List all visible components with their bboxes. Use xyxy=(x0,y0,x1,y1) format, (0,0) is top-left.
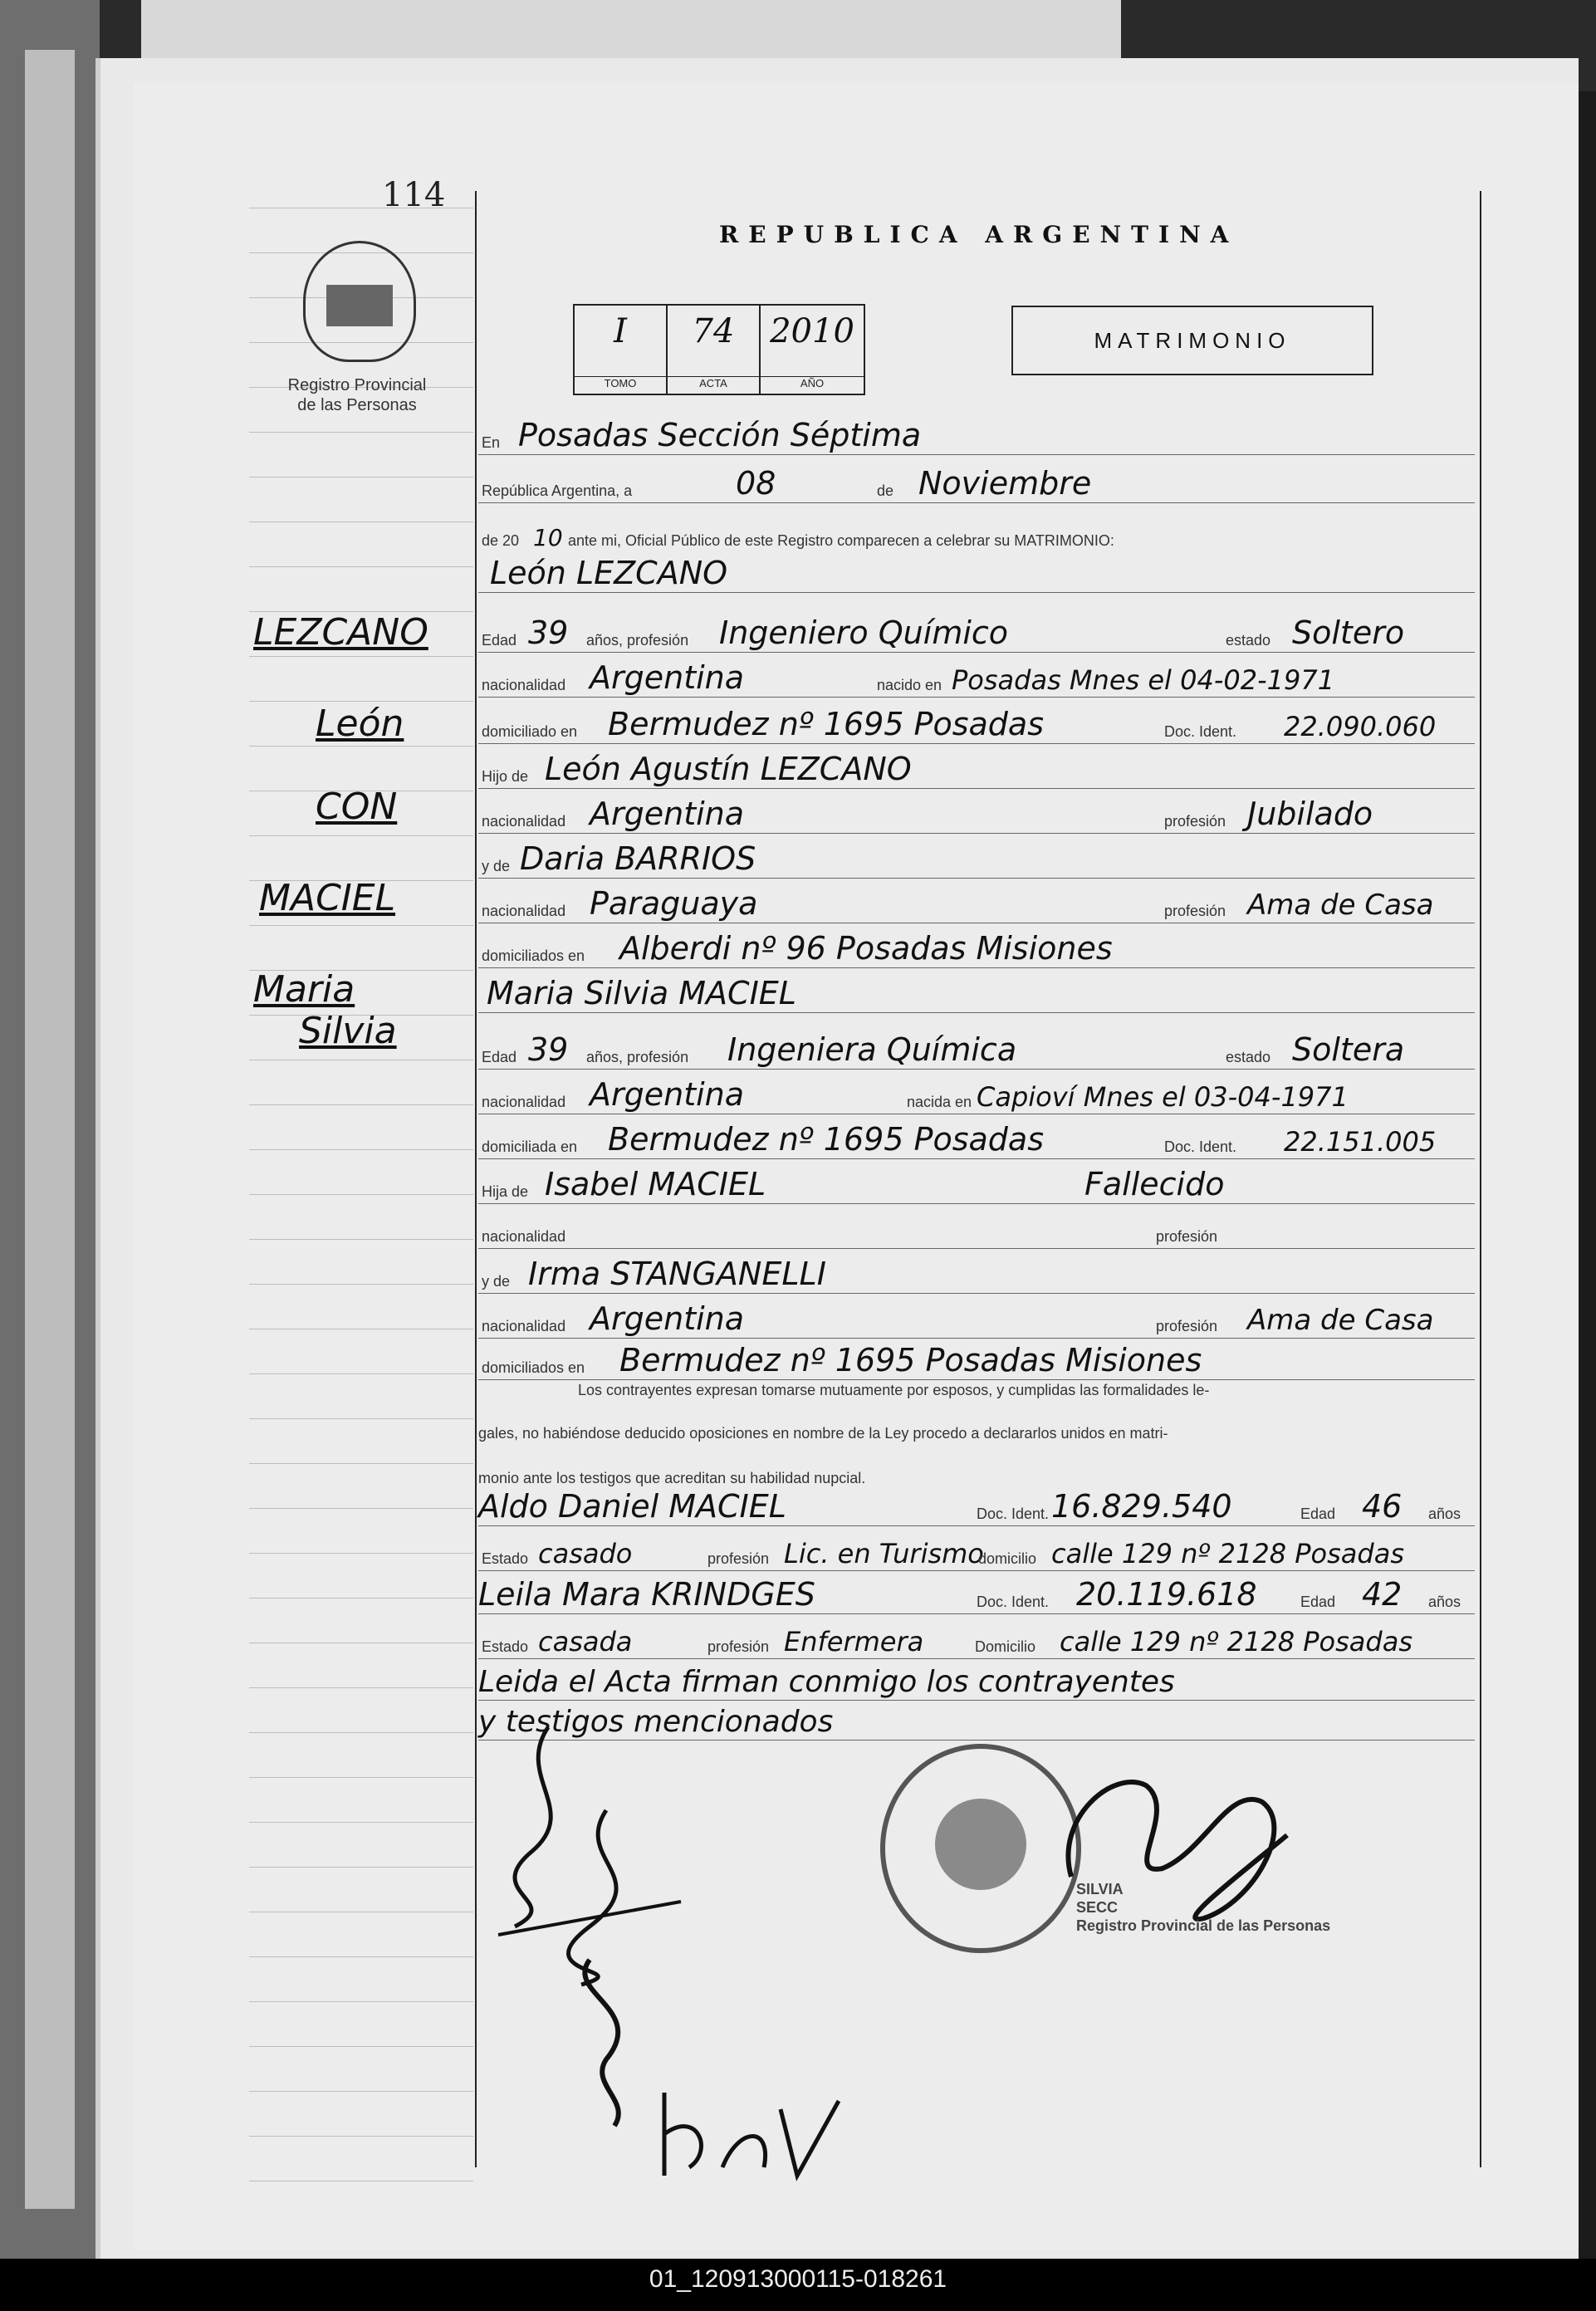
ruled-line xyxy=(249,566,473,567)
acta-value: 74 xyxy=(692,312,735,350)
ruled-line xyxy=(249,656,473,657)
witness-1-line-1: Aldo Daniel MACIEL Doc. Ident. 16.829.540 Edad 46 años xyxy=(478,1485,1475,1531)
ruled-line xyxy=(249,432,473,433)
margin-name-groom: León xyxy=(316,703,404,745)
ano-label: AÑO xyxy=(761,376,864,394)
scan-footer xyxy=(0,2259,1596,2311)
ruled-line xyxy=(249,1284,473,1285)
ruled-line xyxy=(249,1822,473,1823)
country-title: REPUBLICA ARGENTINA xyxy=(719,221,1239,248)
line-groom-address: domiciliado en Bermudez nº 1695 Posadas Doc. Ident. 22.090.060 xyxy=(478,703,1475,749)
book-spine xyxy=(0,0,100,2259)
line-bride-age: Edad 39 años, profesión Ingeniera Química estado Soltera xyxy=(478,1028,1475,1075)
line-bride-father-nationality: nacionalidad Argentina profesión Ama de Casa xyxy=(478,1297,1475,1344)
ruled-line xyxy=(249,2091,473,2092)
previous-leaf xyxy=(141,0,1121,66)
witness-1-line-2: Estado casado profesión Lic. en Turismo domicilio calle 129 nº 2128 Posadas xyxy=(478,1530,1475,1576)
ruled-line xyxy=(249,1373,473,1374)
margin-name-bride-1: Maria xyxy=(253,968,355,1011)
ruled-line xyxy=(249,1418,473,1419)
formula-line-1: Los contrayentes expresan tomarse mutuamente por esposos, y cumplidas las formalidades le- xyxy=(578,1382,1210,1398)
page-number: 114 xyxy=(382,176,446,214)
line-bride-parents-address: domiciliados en Bermudez nº 1695 Posadas Misiones xyxy=(478,1339,1475,1385)
scan-id: 01_120913000115-018261 xyxy=(649,2265,947,2293)
closing-line-1: Leida el Acta firman conmigo los contrayentes xyxy=(478,1659,1475,1706)
acta-label: ACTA xyxy=(668,376,759,394)
witness-2-line-2: Estado casada profesión Enfermera Domicilio calle 129 nº 2128 Posadas xyxy=(478,1618,1475,1664)
ruled-line xyxy=(249,1104,473,1105)
ruled-line xyxy=(249,521,473,522)
document-type-box: MATRIMONIO xyxy=(1011,306,1373,375)
line-bride-father: y de Irma STANGANELLI xyxy=(478,1252,1475,1299)
ruled-line xyxy=(249,1553,473,1554)
margin-surname-bride: MACIEL xyxy=(259,877,396,919)
line-year: de 20 10 ante mi, Oficial Público de este Registro comparecen a celebrar su MATRIMONIO: xyxy=(482,524,1114,551)
margin-name-bride-2: Silvia xyxy=(299,1010,397,1052)
line-groom-nationality: nacionalidad Argentina nacido en Posadas Mnes el 04-02-1971 xyxy=(478,656,1475,703)
ruled-line xyxy=(249,1194,473,1195)
tomo-value: I xyxy=(614,312,627,350)
ruled-line xyxy=(249,1463,473,1464)
right-rule xyxy=(1480,191,1481,2167)
official-stamp-text: SILVIA SECC Registro Provincial de las Personas xyxy=(1076,1881,1331,1934)
ruled-line xyxy=(249,2001,473,2002)
ano-value: 2010 xyxy=(770,312,854,350)
line-bride-mother: Hija de Isabel MACIEL Fallecido xyxy=(478,1163,1475,1209)
ruled-line xyxy=(249,835,473,836)
ruled-line xyxy=(249,1687,473,1688)
line-groom-mother-nationality: nacionalidad Paraguaya profesión Ama de Casa xyxy=(478,882,1475,928)
registry-label: Registro Provincial de las Personas xyxy=(287,376,427,414)
closing-line-2: y testigos mencionados xyxy=(478,1699,1475,1745)
ruled-line xyxy=(249,1508,473,1509)
line-groom-name: León LEZCANO xyxy=(478,551,1475,598)
line-bride-mother-nationality: nacionalidad profesión xyxy=(478,1207,1475,1254)
line-groom-mother: y de Daria BARRIOS xyxy=(478,837,1475,884)
ruled-line xyxy=(249,1956,473,1957)
ruled-line xyxy=(249,1867,473,1868)
line-groom-age: Edad 39 años, profesión Ingeniero Químico estado Soltero xyxy=(478,611,1475,658)
ruled-line xyxy=(249,2046,473,2047)
line-date: República Argentina, a 08 de Noviembre xyxy=(478,462,1475,508)
line-bride-name: Maria Silvia MACIEL xyxy=(478,972,1475,1018)
line-bride-address: domiciliada en Bermudez nº 1695 Posadas Doc. Ident. 22.151.005 xyxy=(478,1118,1475,1164)
formula-line-2: gales, no habiéndose deducido oposiciones en nombre de la Ley procedo a declararlos unidos en matri- xyxy=(478,1425,1168,1442)
ruled-line xyxy=(249,746,473,747)
line-place: En Posadas Sección Séptima xyxy=(478,414,1475,460)
margin-surname-groom: LEZCANO xyxy=(253,611,428,654)
ruled-line xyxy=(249,1598,473,1599)
coat-of-arms-seal xyxy=(303,241,416,362)
ruled-line xyxy=(249,925,473,926)
formula-line-3: monio ante los testigos que acreditan su habilidad nupcial. xyxy=(478,1470,866,1486)
acta-cell xyxy=(668,306,761,394)
spine-pages xyxy=(25,50,75,2209)
acta-reference-box xyxy=(573,304,865,395)
ruled-line xyxy=(249,701,473,702)
witness-2-line-1: Leila Mara KRINDGES Doc. Ident. 20.119.618 Edad 42 años xyxy=(478,1573,1475,1619)
line-groom-father-nationality: nacionalidad Argentina profesión Jubilado xyxy=(478,792,1475,839)
tomo-label: TOMO xyxy=(575,376,666,394)
official-initials xyxy=(648,2076,864,2192)
line-groom-parents-address: domiciliados en Alberdi nº 96 Posadas Misiones xyxy=(478,927,1475,973)
ruled-line xyxy=(249,1777,473,1778)
line-groom-father: Hijo de León Agustín LEZCANO xyxy=(478,747,1475,794)
tomo-cell xyxy=(575,306,668,394)
margin-con: CON xyxy=(316,786,398,828)
ruled-line xyxy=(249,1149,473,1150)
ano-cell xyxy=(761,306,864,394)
line-bride-nationality: nacionalidad Argentina nacida en Capioví Mnes el 03-04-1971 xyxy=(478,1073,1475,1119)
ruled-line xyxy=(249,1732,473,1733)
ruled-line xyxy=(249,1239,473,1240)
ruled-line xyxy=(249,2136,473,2137)
